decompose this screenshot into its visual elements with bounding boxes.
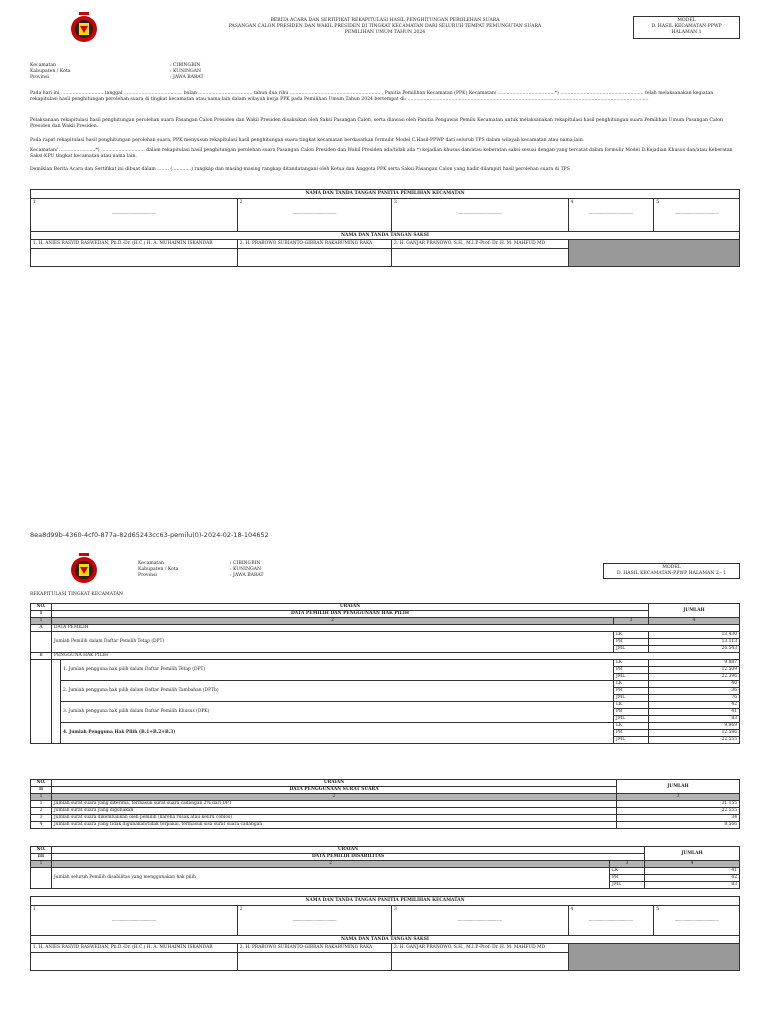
table-row: 1 Jumlah surat suara yang diterima, termasuk surat suara cadangan 2% dari DPT 31.155 bbox=[31, 801, 740, 808]
saksi-sign-1[interactable] bbox=[31, 248, 238, 266]
ppk-sign-1[interactable]: 1 ........................................ bbox=[31, 905, 238, 935]
saksi-sign-1[interactable] bbox=[31, 952, 238, 970]
table-row: 2 Jumlah surat suara yang digunakan 22.555 bbox=[31, 808, 740, 815]
saksi-sign-2[interactable] bbox=[237, 248, 391, 266]
header-line-3: PEMILIHAN UMUM TAHUN 2024 bbox=[344, 29, 426, 35]
paragraph-2: Pelaksanaan rekapitulasi hasil penghitungan perolehan suara Pasangan Calon Presiden dan Wakil Presiden disaksikan oleh Saksi Pasangan Calon, serta diawasi oleh Panitia Pengawas Pemilu Kecamatan untuk melaksanakan rekapitulasi hasil penghitungan suara Pemilihan Umum Pasangan Calon Presiden dan Wakil Presiden. bbox=[30, 118, 723, 130]
header-line-1: BERITA ACARA DAN SERTIFIKAT REKAPITULASI HASIL PENGHITUNGAN PEROLEHAN SUARA bbox=[270, 18, 500, 23]
ppk-sign-4[interactable]: 4 ........................................ bbox=[568, 198, 654, 231]
signature-table-page2: NAMA DAN TANDA TANGAN PANITIA PEMILIHAN KECAMATAN 1 ........................................ 2 ........................................ 3 ........................................ 4 ........................................ 5 ........................................ NAMA DAN TANDA TANGAN SAKSI 1. H. ANIES RASYID BASWEDAN, Ph.D.-Dr. (H.C.) H. A. MUHAIMIN ISKANDAR 2. H. PRABOWO SUBIANTO-GIBRAN RAKABUMING RAKA 3. H. GANJAR PRANOWO, S.H., M.I.P.-Prof. Dr. H. M. MAHFUD MD bbox=[30, 896, 740, 971]
ppk-sign-3[interactable]: 3 ........................................ bbox=[392, 905, 568, 935]
saksi-gray-area bbox=[568, 240, 739, 267]
table-row: 4 Jumlah surat suara yang tidak digunakan/tidak terpakai, termasuk sisa surat suara cadangan 8.566 bbox=[31, 822, 740, 829]
field-provinsi: Provinsi : JAWA BARAT bbox=[30, 74, 204, 80]
kpu-logo-page1 bbox=[70, 12, 98, 46]
table-row: 3 Jumlah surat suara dikembalikan oleh pemilih (karena rusak atau keliru coblos) 34 bbox=[31, 815, 740, 822]
ppk-sign-2[interactable]: 2 ........................................ bbox=[237, 905, 391, 935]
document-header bbox=[200, 18, 570, 36]
saksi-sign-2[interactable] bbox=[237, 952, 391, 970]
ppk-title: NAMA DAN TANDA TANGAN PANITIA PEMILIHAN KECAMATAN bbox=[31, 190, 740, 199]
model-label: MODEL bbox=[677, 18, 696, 23]
paragraph-3: Pada rapat rekapitulasi hasil penghitungan perolehan suara, PPK menyusun rekapitulasi hasil penghitungan suara tingkat kecamatan berdasarkan formulir Model C.Hasil-PPWP dari seluruh TPS dalam wilayah kecamatan atau nama lain. bbox=[30, 138, 585, 143]
ppk-sign-4[interactable]: 4 ........................................ bbox=[568, 905, 654, 935]
table-disabilitas: NO. URAIAN JUMLAH III DATA PEMILIH DISABILITAS 1 2 3 4 Jumlah seluruh Pemilih disabilitas yang menggunakan hak pilih LK 41 PR 42 JML 83 bbox=[30, 846, 740, 889]
field-kecamatan: Kecamatan : CIBINGBIN bbox=[30, 63, 201, 68]
model-code: D. HASIL KECAMATAN-PPWP bbox=[651, 24, 722, 30]
model-box-page2: MODEL D. HASIL KECAMATAN-PPWP HALAMAN 2 - 1 bbox=[603, 563, 740, 579]
model-page: HALAMAN 1 bbox=[671, 30, 702, 36]
ppk-sign-3[interactable]: 3 ........................................ bbox=[392, 198, 568, 231]
ppk-sign-5[interactable]: 5 ........................................ bbox=[654, 198, 740, 231]
kpu-logo-page2 bbox=[70, 553, 98, 587]
header-line-2: PASANGAN CALON PRESIDEN DAN WAKIL PRESIDEN DI TINGKAT KECAMATAN DARI SELURUH TEMPAT PEMUNGUTAN SUARA bbox=[228, 23, 542, 29]
saksi-sign-3[interactable] bbox=[392, 952, 568, 970]
section-title: REKAPITULASI TINGKAT KECAMATAN bbox=[30, 592, 123, 597]
table-surat-suara: NO. URAIAN JUMLAH II DATA PENGGUNAAN SURAT SUARA 1 2 3 1 Jumlah surat suara yang diterima, termasuk surat suara cadangan 2% dari DPT 31.155 2 Jumlah surat suara yang digunakan 22.555 3 Jumlah surat suara dikembalikan oleh pemilih (karena rusak atau keliru coblos) 34 4 Jumlah surat suara yang tidak digunakan/tidak terpakai, termasuk sisa surat suara cadangan 8.566 bbox=[30, 779, 740, 829]
saksi-name-1: 1. H. ANIES RASYID BASWEDAN, Ph.D.-Dr. (H.C.) H. A. MUHAIMIN ISKANDAR bbox=[31, 240, 238, 249]
paragraph-4: Kecamatan/ .........................*) .............................. dalam rekapitulasi hasil penghitungan perolehan suara Pasangan Calon Presiden dan Wakil Presiden ada/tidak ada *) kejadian khusus dan/atau keberatan saksi sesuai dengan yang tercatat dalam formulir Model D.Kejadian Khusus dan/atau Keberatan Saksi-KPU tingkat kecamatan atau nama lain. bbox=[30, 148, 733, 160]
saksi-name-2: 2. H. PRABOWO SUBIANTO-GIBRAN RAKABUMING RAKA bbox=[237, 240, 391, 249]
document-id: 8ea8d99b-4360-4cf0-877a-82d65243cc63-pemilu(0)-2024-02-18-104652 bbox=[30, 531, 269, 539]
ppk-sign-1[interactable]: 1 ........................................ bbox=[31, 198, 238, 231]
paragraph-1: Pada hari ini ..............................tanggal ........................................ bulan ..................................... tahun dua ribu .............................................................. , Panitia Pemilihan Kecamatan (PPK) Kecamatan/ .......................................*) ......................................................... telah melaksanakan kegiatan rekapitulasi hasil penghitungan perolehan suara di tingkat kecamatan atau nama lain dalam wilayah kerja PPK pada Pemilihan Umum Tahun 2024 bertempat di: ..................................................................................................................................................................... bbox=[30, 91, 714, 103]
field-kabupaten: Kabupaten / Kota : KUNINGAN bbox=[30, 68, 202, 74]
signature-table-page1 bbox=[30, 189, 740, 267]
saksi-title: NAMA DAN TANDA TANGAN SAKSI bbox=[31, 231, 740, 240]
ppk-sign-2[interactable]: 2 ........................................ bbox=[237, 198, 391, 231]
saksi-name-3: 3. H. GANJAR PRANOWO, S.H., M.I.P.-Prof. Dr. H. M. MAHFUD MD bbox=[392, 240, 568, 249]
paragraph-5: Demikian Berita Acara dan Sertifikat ini dibuat dalam ........ (.............) rangkap dan masing-masing rangkap ditandatangani oleh Ketua dan Anggota PPK serta Saksi Pasangan Calon yang hadir dilampiri hasil perolehan suara di TPS bbox=[30, 167, 570, 172]
location-fields-page2: Kecamatan : CIBINGBIN Kabupaten / Kota : KUNINGAN Provinsi : JAWA BARAT bbox=[138, 561, 264, 578]
table-data-pemilih: NO. URAIAN JUMLAH I DATA PEMILIH DAN PENGGUNAAN HAK PILIH 1 2 3 4 A DATA PEMILIH Jumlah Pemilih dalam Daftar Pemilih Tetap (DPT) LK 13.430 PR 13.113 JML 26.543 B PENGGUNA HAK PILIH 1. Jumlah pengguna hak pilih dalam Daftar Pemilih Tetap (DPT) LK 9.887 PR 12.509 JML 22.396 2. Jumlah pengguna hak pilih dalam Daftar Pemilih Tambahan (DPTb) LK 40 PR 36 JML 76 3. Jumlah pengguna hak pilih dalam Daftar Pemilih Khusus (DPK) LK 42 PR 41 JML 83 4. Jumlah Pengguna Hak Pilih (B.1+B.2+B.3) LK 9.969 PR 12.586 JML 22.555 bbox=[30, 603, 740, 744]
model-box-page1 bbox=[633, 16, 740, 39]
ppk-sign-5[interactable]: 5 ........................................ bbox=[654, 905, 740, 935]
saksi-sign-3[interactable] bbox=[392, 248, 568, 266]
location-fields bbox=[30, 63, 204, 81]
